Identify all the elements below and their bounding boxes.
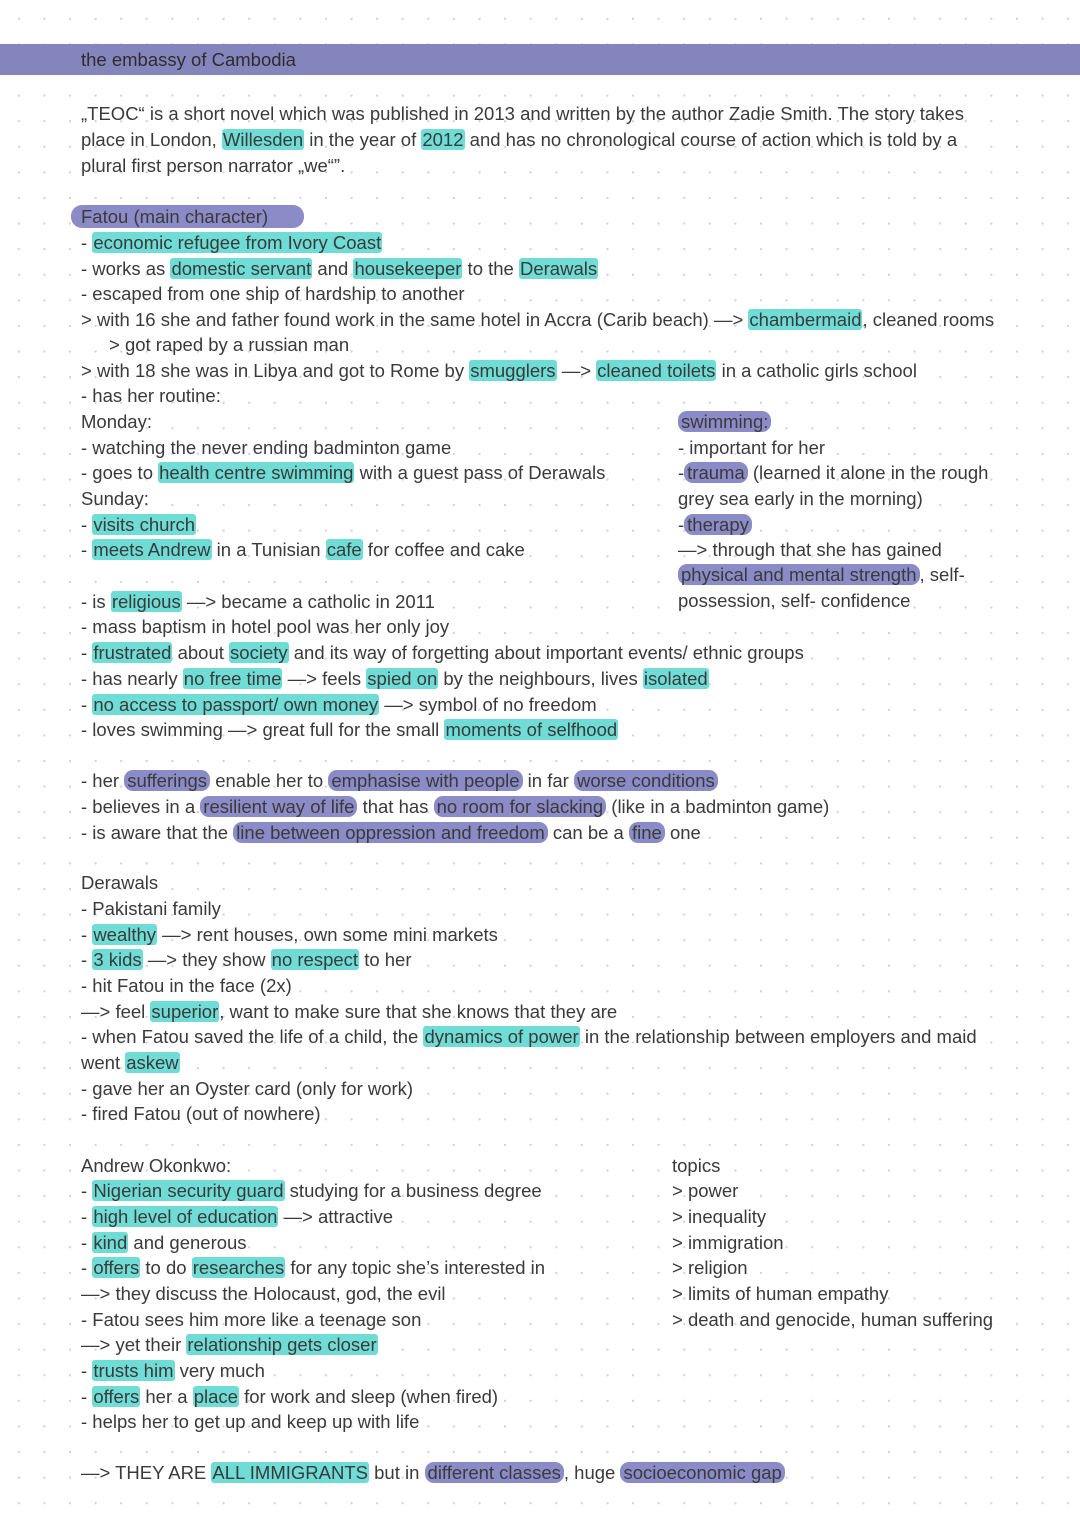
note-line: - frustrated about society and its way of forgetting about important events/ ethnic groups <box>81 642 804 663</box>
teal-highlight: society <box>230 642 288 663</box>
teal-highlight: no access to passport/ own money <box>93 694 379 715</box>
note-line: - when Fatou saved the life of a child, the dynamics of power in the relationship between employers and maid <box>81 1026 977 1047</box>
note-line: - high level of education —> attractive <box>81 1206 394 1227</box>
topic-item: > power <box>672 1180 739 1201</box>
purple-highlight: Fatou (main character) <box>71 205 304 228</box>
note-line: - Fatou sees him more like a teenage son <box>81 1309 422 1330</box>
note-line: > with 18 she was in Libya and got to Rome by smugglers —> cleaned toilets in a catholic girls school <box>81 360 917 381</box>
note-line: - offers her a place for work and sleep (when fired) <box>81 1386 499 1407</box>
purple-highlight: worse conditions <box>574 770 718 791</box>
intro-line: plural first person narrator „we“”. <box>81 155 346 176</box>
purple-highlight: no room for slacking <box>434 796 607 817</box>
note-line: - loves swimming —> great full for the small moments of selfhood <box>81 719 618 740</box>
note-line: - Pakistani family <box>81 898 221 919</box>
note-line: - has her routine: <box>81 385 221 406</box>
teal-highlight: relationship gets closer <box>187 1334 377 1355</box>
teal-highlight: domestic servant <box>171 258 312 279</box>
teal-highlight: frustrated <box>93 642 172 663</box>
note-line: - helps her to get up and keep up with life <box>81 1411 420 1432</box>
derawals-heading: Derawals <box>81 872 159 893</box>
note-line: - meets Andrew in a Tunisian cafe for coffee and cake <box>81 539 525 560</box>
note-line: > with 16 she and father found work in the same hotel in Accra (Carib beach) —> chambermaid, cleaned rooms <box>81 309 995 330</box>
note-line: - gave her an Oyster card (only for work) <box>81 1078 414 1099</box>
purple-highlight: different classes <box>425 1462 564 1483</box>
teal-highlight: chambermaid <box>749 309 862 330</box>
teal-highlight: researches <box>192 1257 285 1278</box>
teal-highlight: trusts him <box>93 1360 174 1381</box>
teal-highlight: wealthy <box>93 924 157 945</box>
note-line: - economic refugee from Ivory Coast <box>81 232 382 253</box>
teal-highlight: kind <box>93 1232 128 1253</box>
note-line: went askew <box>81 1052 179 1073</box>
note-line: —> through that she has gained <box>678 539 942 560</box>
teal-highlight: cleaned toilets <box>597 360 716 381</box>
intro-line: place in London, Willesden in the year of 2012 and has no chronological course of action which is told by a <box>81 129 958 150</box>
purple-highlight: sufferings <box>124 770 210 791</box>
purple-highlight: emphasise with people <box>328 770 522 791</box>
note-line: - hit Fatou in the face (2x) <box>81 975 292 996</box>
teal-highlight: offers <box>93 1257 140 1278</box>
note-line: - goes to health centre swimming with a guest pass of Derawals <box>81 462 606 483</box>
teal-highlight: ALL IMMIGRANTS <box>212 1462 368 1483</box>
note-line: —> they discuss the Holocaust, god, the evil <box>81 1283 446 1304</box>
purple-highlight: swimming: <box>678 411 771 432</box>
teal-highlight: high level of education <box>93 1206 278 1227</box>
teal-highlight: spied on <box>367 668 438 689</box>
note-line: possession, self- confidence <box>678 590 911 611</box>
purple-highlight: resilient way of life <box>200 796 357 817</box>
note-line: Monday: <box>81 411 152 432</box>
note-line: - believes in a resilient way of life that has no room for slacking (like in a badminton game) <box>81 796 830 817</box>
title-banner <box>0 44 1080 75</box>
topic-item: > death and genocide, human suffering <box>672 1309 994 1330</box>
note-line: - important for her <box>678 437 826 458</box>
note-line: - her sufferings enable her to emphasise with people in far worse conditions <box>81 770 718 792</box>
note-line: physical and mental strength , self- <box>678 564 965 586</box>
note-line: - therapy <box>678 514 752 536</box>
teal-highlight: religious <box>111 591 181 612</box>
note-line: - kind and generous <box>81 1232 247 1253</box>
purple-highlight: line between oppression and freedom <box>233 822 548 843</box>
teal-highlight: 2012 <box>422 129 464 150</box>
note-line: - escaped from one ship of hardship to another <box>81 283 465 304</box>
andrew-heading: Andrew Okonkwo: <box>81 1155 232 1176</box>
topics-heading: topics <box>672 1155 721 1176</box>
teal-highlight: visits church <box>93 514 196 535</box>
teal-highlight: offers <box>93 1386 140 1407</box>
teal-highlight: askew <box>126 1052 179 1073</box>
teal-highlight: Nigerian security guard <box>93 1180 284 1201</box>
teal-highlight: moments of selfhood <box>445 719 618 740</box>
note-line: —> feel superior, want to make sure that she knows that they are <box>81 1001 618 1022</box>
topic-item: > limits of human empathy <box>672 1283 889 1304</box>
note-line: - 3 kids —> they show no respect to her <box>81 949 412 970</box>
note-line: - works as domestic servant and housekeeper to the Derawals <box>81 258 598 279</box>
intro-line: „TEOC“ is a short novel which was published in 2013 and written by the author Zadie Smith. The story takes <box>81 103 964 124</box>
note-line: - trusts him very much <box>81 1360 265 1381</box>
note-line: - is religious —> became a catholic in 2011 <box>81 591 435 612</box>
conclusion-line: —> THEY ARE ALL IMMIGRANTS but in different classes , huge socioeconomic gap <box>81 1462 785 1484</box>
teal-highlight: no respect <box>271 949 359 970</box>
teal-highlight: housekeeper <box>354 258 462 279</box>
purple-highlight: fine <box>629 822 665 843</box>
topic-item: > immigration <box>672 1232 784 1253</box>
note-line: - no access to passport/ own money —> symbol of no freedom <box>81 694 597 715</box>
teal-highlight: smugglers <box>470 360 556 381</box>
teal-highlight: cafe <box>326 539 362 560</box>
note-line: > got raped by a russian man <box>109 334 350 355</box>
purple-highlight: trauma <box>684 462 748 483</box>
note-line: - watching the never ending badminton game <box>81 437 452 458</box>
purple-highlight: socioeconomic gap <box>620 1462 784 1483</box>
purple-highlight: therapy <box>684 514 752 535</box>
teal-highlight: no free time <box>183 668 282 689</box>
note-line: - visits church <box>81 514 196 535</box>
page-title: the embassy of Cambodia <box>81 49 296 70</box>
teal-highlight: dynamics of power <box>424 1026 579 1047</box>
topic-item: > inequality <box>672 1206 767 1227</box>
note-line: - fired Fatou (out of nowhere) <box>81 1103 321 1124</box>
note-line: —> yet their relationship gets closer <box>81 1334 377 1355</box>
purple-highlight: physical and mental strength <box>678 564 920 585</box>
note-line: - Nigerian security guard studying for a business degree <box>81 1180 542 1201</box>
note-line: - has nearly no free time —> feels spied on by the neighbours, lives isolated <box>81 668 708 689</box>
teal-highlight: economic refugee from Ivory Coast <box>93 232 382 253</box>
teal-highlight: Derawals <box>520 258 598 279</box>
teal-highlight: isolated <box>643 668 708 689</box>
teal-highlight: place <box>193 1386 238 1407</box>
note-line: - wealthy —> rent houses, own some mini markets <box>81 924 498 945</box>
fatou-heading <box>81 206 304 228</box>
note-line: - offers to do researches for any topic she’s interested in <box>81 1257 546 1278</box>
topic-item: > religion <box>672 1257 748 1278</box>
teal-highlight: health centre swimming <box>159 462 354 483</box>
teal-highlight: superior <box>151 1001 219 1022</box>
note-line: - trauma (learned it alone in the rough <box>678 462 989 483</box>
note-line: - mass baptism in hotel pool was her only joy <box>81 616 450 637</box>
swimming-heading <box>678 411 771 433</box>
note-line: Sunday: <box>81 488 149 509</box>
teal-highlight: 3 kids <box>93 949 142 970</box>
note-line: - is aware that the line between oppression and freedom can be a fine one <box>81 822 701 843</box>
note-line: grey sea early in the morning) <box>678 488 923 509</box>
teal-highlight: meets Andrew <box>93 539 211 560</box>
teal-highlight: Willesden <box>222 129 304 150</box>
